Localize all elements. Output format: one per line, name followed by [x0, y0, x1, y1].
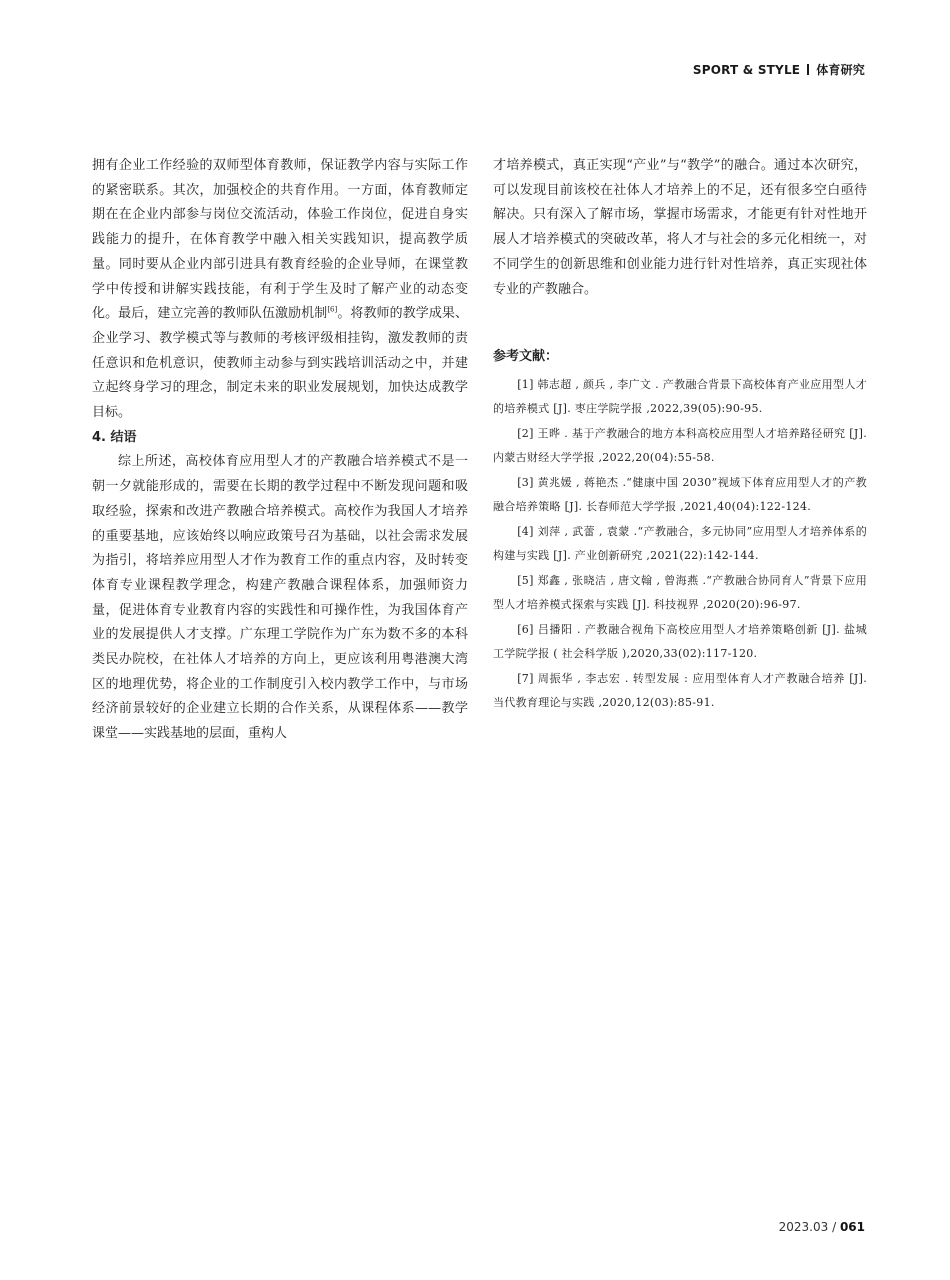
- paragraph-text: 。将教师的教学成果、企业学习、教学模式等与教师的考核评级相挂钩，激发教师的责任意识和危机意识，使教师主动参与到实践培训活动之中，并建立起终身学习的理念，制定未来的职业发展规划，加快达成教学目标。: [92, 306, 468, 421]
- references-heading: 参考文献：: [493, 349, 559, 365]
- body-paragraph: 综上所述，高校体育应用型人才的产教融合培养模式不是一朝一夕就能形成的，需要在长期的教学过程中不断发现问题和吸取经验，探索和改进产教融合培养模式。高校作为我国人才培养的重要基地，应该始终以响应政策号召为基础，以社会需求发展为指引，将培养应用型人才作为教育工作的重点内容，及时转变体育专业课程教学理念，构建产教融合课程体系，加强师资力量，促进体育专业教育内容的实践性和可操作性，为我国体育产业的发展提供人才支撑。广东理工学院作为广东为数不多的本科类民办院校，在社体人才培养的方向上，更应该利用粤港澳大湾区的地理优势，将企业的工作制度引入校内教学工作中，与市场经济前景较好的企业建立长期的合作关系，从课程体系——教学课堂——实践基地的层面，重构人: [92, 454, 468, 742]
- section-heading: 4. 结语: [92, 429, 137, 445]
- header-separator: [807, 64, 809, 75]
- reference-item: [7] 周振华 , 李志宏 . 转型发展 : 应用型体育人才产教融合培养 [J]. 当代教育理论与实践 ,2020,12(03):85-91.: [493, 671, 867, 710]
- reference-item: [3] 黄兆媛 , 蒋艳杰 .“健康中国 2030”视域下体育应用型人才的产教融合培养策略 [J]. 长春师范大学学报 ,2021,40(04):122-124.: [493, 475, 867, 514]
- body-paragraph: [92, 154, 468, 426]
- reference-item: [5] 郑鑫 , 张晓洁 , 唐文翰 , 曾海燕 .“产教融合协同育人”背景下应用型人才培养模式探索与实践 [J]. 科技视界 ,2020(20):96-97.: [493, 573, 867, 612]
- paragraph-text: 拥有企业工作经验的双师型体育教师，保证教学内容与实际工作的紧密联系。其次，加强校企的共育作用。一方面，体育教师定期在在企业内部参与岗位交流活动，体验工作岗位，促进自身实践能力的提升，在体育教学中融入相关实践知识，提高教学质量。同时要从企业内部引进具有教育经验的企业导师，在课堂教学中传授和讲解实践技能，有利于学生及时了解产业的动态变化。最后，建立完善的教师队伍激励机制: [92, 158, 468, 322]
- page-footer: [779, 1220, 865, 1234]
- page-number: 061: [839, 1220, 865, 1234]
- body-paragraph: 才培养模式，真正实现“产业”与“教学”的融合。通过本次研究，可以发现目前该校在社体人才培养上的不足，还有很多空白亟待解决。只有深入了解市场，掌握市场需求，才能更有针对性地开展人才培养模式的突破改革，将人才与社会的多元化相统一，对不同学生的创新思维和创业能力进行针对性培养，真正实现社体专业的产教融合。: [493, 158, 867, 297]
- left-column: [92, 154, 468, 747]
- running-header: [693, 61, 865, 78]
- journal-name-en: SPORT & STYLE: [692, 63, 801, 77]
- reference-item: [4] 刘萍 , 武蕾 , 袁蒙 .“产教融合，多元协同”应用型人才培养体系的构建与实践 [J]. 产业创新研究 ,2021(22):142-144.: [493, 524, 867, 563]
- reference-item: [1] 韩志超 , 颜兵 , 李广文 . 产教融合背景下高校体育产业应用型人才的培养模式 [J]. 枣庄学院学报 ,2022,39(05):90-95.: [493, 377, 867, 416]
- reference-item: [2] 王晔 . 基于产教融合的地方本科高校应用型人才培养路径研究 [J]. 内蒙古财经大学学报 ,2022,20(04):55-58.: [493, 426, 867, 465]
- journal-name-cn: 体育研究: [816, 63, 865, 77]
- citation-marker: [6]: [327, 305, 338, 314]
- reference-item: [6] 吕播阳 . 产教融合视角下高校应用型人才培养策略创新 [J]. 盐城工学院学报 ( 社会科学版 ),2020,33(02):117-120.: [493, 622, 867, 661]
- reference-list: [493, 373, 867, 716]
- issue-date: 2023.03 /: [778, 1220, 840, 1234]
- right-column: [493, 154, 867, 716]
